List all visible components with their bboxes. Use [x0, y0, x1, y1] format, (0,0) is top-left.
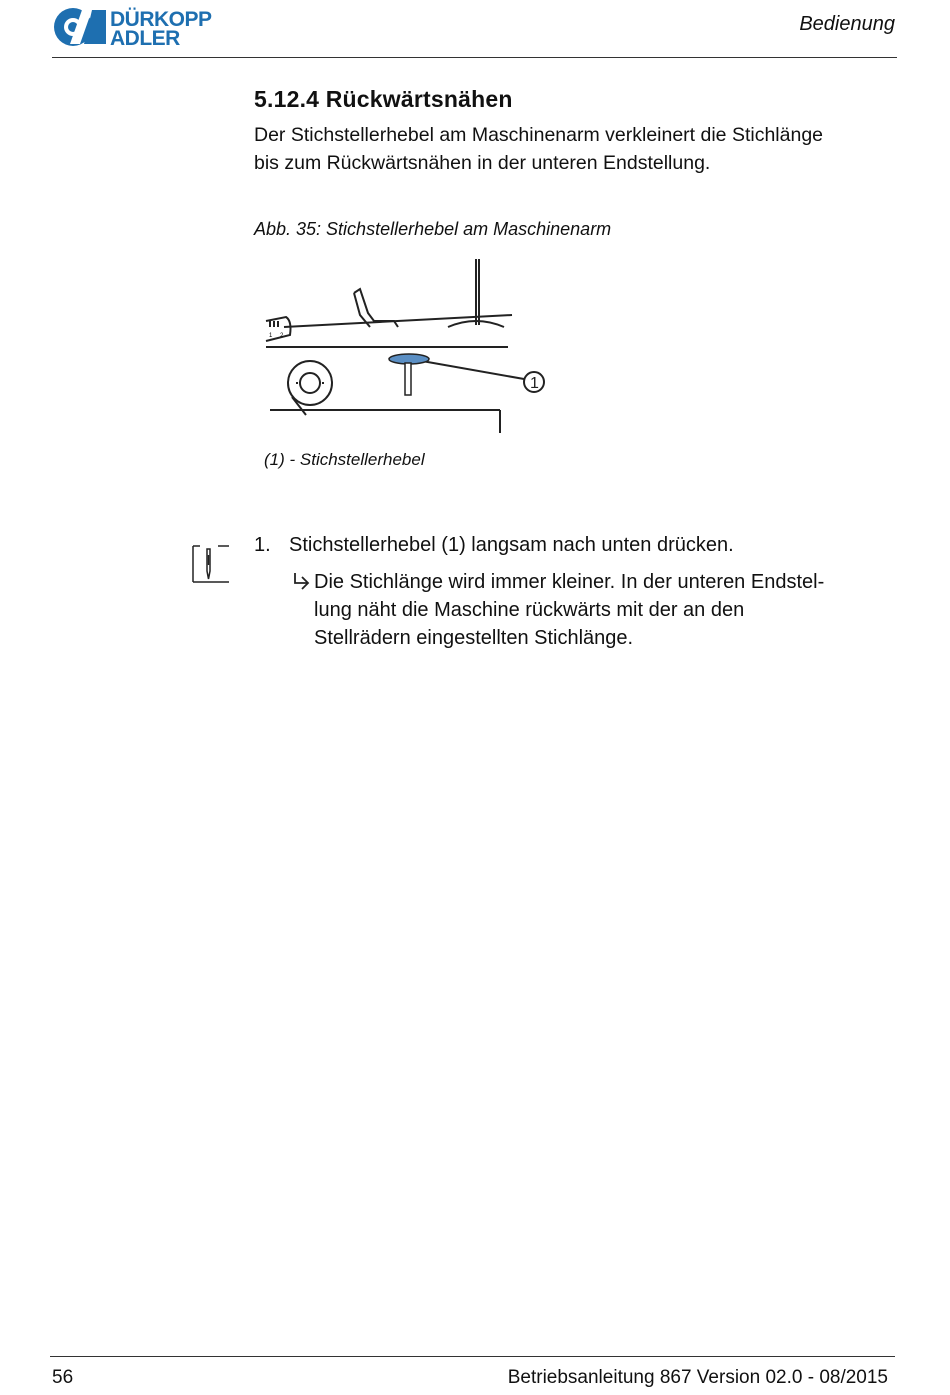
result-line: Stellrädern eingestellten Stichlänge. — [314, 627, 634, 649]
header-section-title: Bedienung — [799, 13, 895, 35]
needle-icon — [192, 545, 230, 583]
dial-mark: 1 — [269, 333, 273, 339]
footer-divider — [50, 1356, 895, 1357]
footer-document-info: Betriebsanleitung 867 Version 02.0 - 08/2015 — [507, 1367, 888, 1388]
header-divider — [52, 57, 897, 58]
duerkopp-adler-logo-icon — [52, 6, 108, 48]
result-line: lung näht die Maschine rückwärts mit der an den — [314, 599, 745, 621]
intro-line: Der Stichstellerhebel am Maschinenarm verkleinert die Stichlänge — [254, 124, 824, 146]
logo-wordmark — [110, 10, 212, 48]
intro-paragraph — [254, 121, 904, 177]
figure-callout: 1 — [530, 375, 539, 392]
step-instruction: Stichstellerhebel (1) langsam nach unten drücken. — [289, 534, 734, 556]
dial-mark: 2 — [280, 333, 284, 339]
logo-line-2: ADLER — [110, 27, 180, 50]
result-arrow-icon — [292, 572, 312, 592]
page-number: 56 — [52, 1367, 74, 1388]
step-result — [314, 568, 824, 652]
intro-line: bis zum Rückwärtsnähen in der unteren Endstellung. — [254, 152, 711, 174]
section-heading: 5.12.4 Rückwärtsnähen — [254, 86, 513, 112]
figure-caption: Abb. 35: Stichstellerhebel am Maschinenarm — [254, 219, 612, 239]
figure-legend: (1) - Stichstellerhebel — [264, 450, 425, 469]
step-number: 1. — [254, 534, 271, 556]
result-line: Die Stichlänge wird immer kleiner. In der unteren Endstel- — [314, 571, 825, 593]
company-logo — [52, 6, 232, 50]
logo-line-1: DÜRKOPP — [110, 8, 212, 31]
machine-arm-figure — [262, 255, 562, 435]
